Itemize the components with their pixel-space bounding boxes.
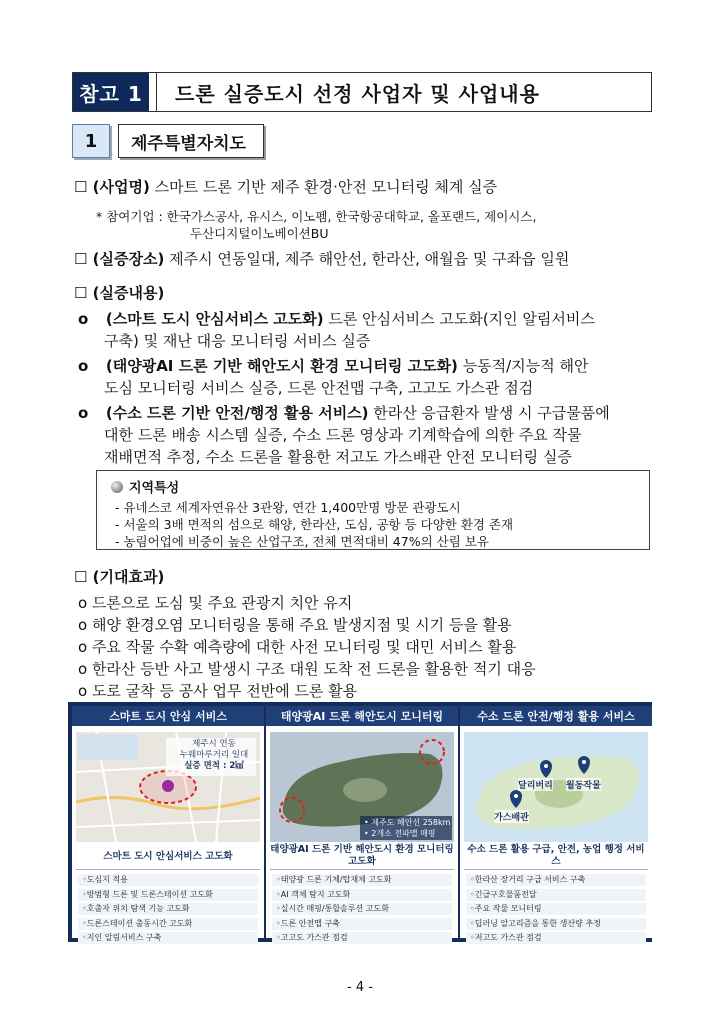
map-label: 제주시 연동 bbox=[192, 739, 236, 749]
content-item-3-text: 한라산 응급환자 발생 시 구급물품에 bbox=[368, 404, 610, 422]
bullet: o bbox=[78, 404, 89, 422]
effect-item: o 한라산 등반 사고 발생시 구조 대원 도착 전 드론을 활용한 적기 대응 bbox=[78, 660, 536, 678]
sphere-bullet-icon bbox=[111, 481, 123, 493]
panel-hydrogen bbox=[460, 706, 652, 942]
panel-caption: 태양광AI 드론 기반 해안도시 환경 모니터링 고도화 bbox=[270, 844, 454, 870]
content-item-1-line2: 구축) 및 재난 대응 모니터링 서비스 실증 bbox=[104, 332, 371, 350]
list-item: ◦태양광 드론 기체/탑재체 고도화 bbox=[272, 874, 452, 886]
bullet: o bbox=[78, 310, 89, 328]
list-item: ◦긴급구호물품전달 bbox=[466, 889, 646, 901]
map-label: • 제주도 해안선 258km bbox=[364, 818, 451, 827]
site-line bbox=[74, 248, 569, 269]
feature-item: - 유네스코 세계자연유산 3관왕, 연간 1,400만명 방문 관광도시 bbox=[115, 500, 461, 515]
map-label: • 2개소 전파맵 매핑 bbox=[364, 829, 436, 838]
list-item: ◦드론스테이션 출동시간 고도화 bbox=[78, 918, 258, 930]
content-item-3-title: (수소 드론 기반 안전/행정 활용 서비스) bbox=[105, 404, 369, 422]
content-item-2-text: 능동적/지능적 해안 bbox=[457, 357, 589, 375]
reference-tag: 참고 1 bbox=[73, 73, 149, 111]
list-item: ◦저고도 가스관 점검 bbox=[466, 932, 646, 944]
panel-coastal bbox=[266, 706, 458, 942]
map-labels bbox=[172, 739, 256, 772]
effect-item: o 해양 환경오염 모니터링을 통해 주요 발생지점 및 시기 등을 활용 bbox=[78, 616, 512, 634]
content-item-3-line2: 대한 드론 배송 시스템 실증, 수소 드론 영상과 기계학습에 의한 주요 작물 bbox=[104, 426, 582, 444]
panel-header: 스마트 도시 안심 서비스 bbox=[72, 706, 264, 726]
panel-list bbox=[466, 874, 646, 947]
region-features-box bbox=[96, 470, 650, 550]
project-text: 스마트 드론 기반 제주 환경·안전 모니터링 체계 실증 bbox=[154, 178, 498, 196]
site-label: ☐ (실증장소) bbox=[74, 250, 165, 268]
panel-caption: 스마트 도시 안심서비스 고도화 bbox=[76, 844, 260, 870]
partners-line-1: * 참여기업 : 한국가스공사, 유시스, 이노펨, 한국항공대학교, 올포랜드, 제이시스, bbox=[96, 209, 537, 224]
project-line bbox=[74, 176, 497, 197]
effect-item: o 도로 굴착 등 공사 업무 전반에 드론 활용 bbox=[78, 682, 358, 700]
map-label: 가스배관 bbox=[494, 810, 529, 823]
site-text: 제주시 연동일대, 제주 해안선, 한라산, 애월읍 및 구좌읍 일원 bbox=[169, 250, 570, 268]
panel-header: 태양광AI 드론 해안도시 모니터링 bbox=[266, 706, 458, 726]
section-number: 1 bbox=[72, 124, 110, 158]
content-item-3 bbox=[78, 402, 610, 423]
content-item-1 bbox=[78, 308, 595, 329]
panel-smart-city bbox=[72, 706, 264, 942]
project-label: ☐ (사업명) bbox=[74, 178, 150, 196]
feature-item: - 농림어업에 비중이 높은 산업구조, 전체 면적대비 47%의 산림 보유 bbox=[115, 534, 489, 549]
list-item: ◦AI 객체 탐지 고도화 bbox=[272, 889, 452, 901]
map-label: 실증 면적 : 2㎢ bbox=[184, 761, 244, 771]
list-item: ◦딥러닝 알고리즘을 통한 생산량 추정 bbox=[466, 918, 646, 930]
panel-header: 수소 드론 안전/행정 활용 서비스 bbox=[460, 706, 652, 726]
content-label: ☐ (실증내용) bbox=[74, 284, 165, 302]
list-item: ◦고고도 가스관 점검 bbox=[272, 932, 452, 944]
panel-caption: 수소 드론 활용 구급, 안전, 농업 행정 서비스 bbox=[464, 844, 648, 870]
title-box bbox=[72, 72, 652, 112]
features-heading bbox=[111, 477, 179, 496]
map-labels bbox=[364, 817, 450, 839]
island-map-image bbox=[464, 732, 648, 842]
content-item-1-text: 드론 안심서비스 고도화(지인 알림서비스 bbox=[323, 310, 595, 328]
panel-list bbox=[272, 874, 452, 947]
features-heading-text: 지역특성 bbox=[129, 481, 180, 496]
list-item: ◦실시간 매핑/통합솔루션 고도화 bbox=[272, 903, 452, 915]
content-item-3-line3: 재배면적 추정, 수소 드론을 활용한 저고도 가스배관 안전 모니터링 실증 bbox=[104, 448, 572, 466]
page-title: 드론 실증도시 선정 사업자 및 사업내용 bbox=[175, 81, 540, 106]
bullet: o bbox=[78, 357, 89, 375]
list-item: ◦한라산 장거리 구급 서비스 구축 bbox=[466, 874, 646, 886]
content-item-2-line2: 도심 모니터링 서비스 실증, 드론 안전맵 구축, 고고도 가스관 점검 bbox=[104, 379, 534, 397]
map-label: 누웨마루거리 일대 bbox=[179, 750, 249, 760]
service-panels bbox=[68, 702, 652, 942]
feature-item: - 서울의 3배 면적의 섬으로 해양, 한라산, 도심, 공항 등 다양한 환경 존재 bbox=[115, 517, 514, 532]
page-number: - 4 - bbox=[347, 980, 373, 995]
partners-line-2: 두산디지털이노베이션BU bbox=[190, 226, 329, 241]
map-label: 월동작물 bbox=[566, 778, 601, 791]
content-item-2 bbox=[78, 355, 588, 376]
map-label: 달리버리 bbox=[518, 778, 553, 791]
title-divider bbox=[149, 73, 157, 111]
list-item: ◦드론 안전맵 구축 bbox=[272, 918, 452, 930]
list-item: ◦호출자 위치 탐색 기능 고도화 bbox=[78, 903, 258, 915]
list-item: ◦지인 알림서비스 구축 bbox=[78, 932, 258, 944]
effects-label: ☐ (기대효과) bbox=[74, 568, 165, 586]
effect-item: o 주요 작물 수확 예측량에 대한 사전 모니터링 및 대민 서비스 활용 bbox=[78, 638, 517, 656]
section-title: 제주특별자치도 bbox=[118, 124, 264, 158]
list-item: ◦주요 작물 모니터링 bbox=[466, 903, 646, 915]
content-item-1-title: (스마트 도시 안심서비스 고도화) bbox=[105, 310, 324, 328]
effect-item: o 드론으로 도심 및 주요 관광지 치안 유지 bbox=[78, 594, 353, 612]
content-item-2-title: (태양광AI 드론 기반 해안도시 환경 모니터링 고도화) bbox=[105, 357, 458, 375]
section-header bbox=[72, 124, 264, 158]
list-item: ◦도심지 적용 bbox=[78, 874, 258, 886]
list-item: ◦방범형 드론 및 드론스테이션 고도화 bbox=[78, 889, 258, 901]
panel-list bbox=[78, 874, 258, 947]
